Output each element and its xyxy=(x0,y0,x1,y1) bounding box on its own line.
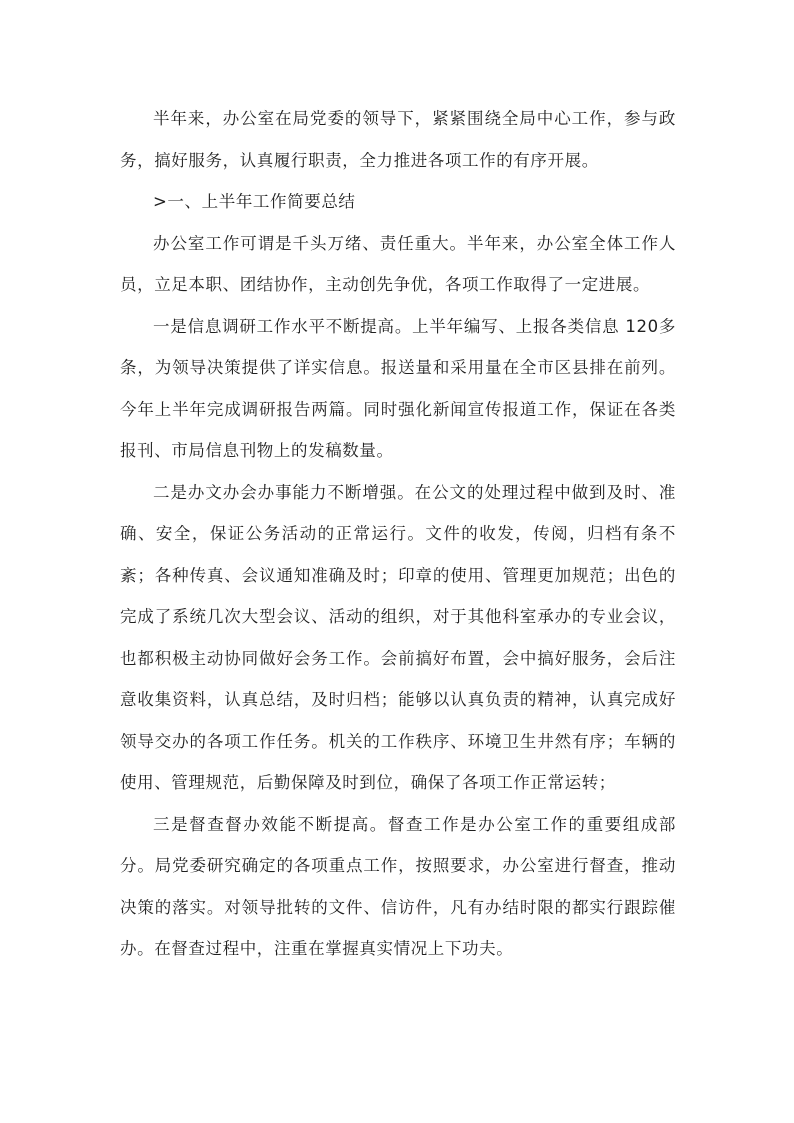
paragraph-point-three: 三是督查督办效能不断提高。督查工作是办公室工作的重要组成部分。局党委研究确定的各项重点工作，按照要求，办公室进行督查，推动决策的落实。对领导批转的文件、信访件，凡有办结时限的都实行跟踪催办。在督查过程中，注重在掌握真实情况上下功夫。 xyxy=(120,814,676,958)
section-heading: >一、上半年工作简要总结 xyxy=(153,192,356,211)
paragraph-intro: 半年来，办公室在局党委的领导下，紧紧围绕全局中心工作，参与政务，搞好服务，认真履行职责，全力推进各项工作的有序开展。 xyxy=(120,109,676,170)
document-body xyxy=(120,98,676,970)
paragraph-summary: 办公室工作可谓是千头万绪、责任重大。半年来，办公室全体工作人员，立足本职、团结协作，主动创先争优，各项工作取得了一定进展。 xyxy=(120,233,676,294)
paragraph-point-one: 一是信息调研工作水平不断提高。上半年编写、上报各类信息 120多条，为领导决策提供了详实信息。报送量和采用量在全市区县排在前列。今年上半年完成调研报告两篇。同时强化新闻宣传报道工作，保证在各类报刊、市局信息刊物上的发稿数量。 xyxy=(120,316,676,460)
paragraph-point-two: 二是办文办会办事能力不断增强。在公文的处理过程中做到及时、准确、安全，保证公务活动的正常运行。文件的收发，传阅，归档有条不紊；各种传真、会议通知准确及时；印章的使用、管理更加规范；出色的完成了系统几次大型会议、活动的组织，对于其他科室承办的专业会议，也都积极主动协同做好会务工作。会前搞好布置，会中搞好服务，会后注意收集资料，认真总结，及时归档；能够以认真负责的精神，认真完成好领导交办的各项工作任务。机关的工作秩序、环境卫生井然有序；车辆的使用、管理规范，后勤保障及时到位，确保了各项工作正常运转； xyxy=(120,482,676,792)
